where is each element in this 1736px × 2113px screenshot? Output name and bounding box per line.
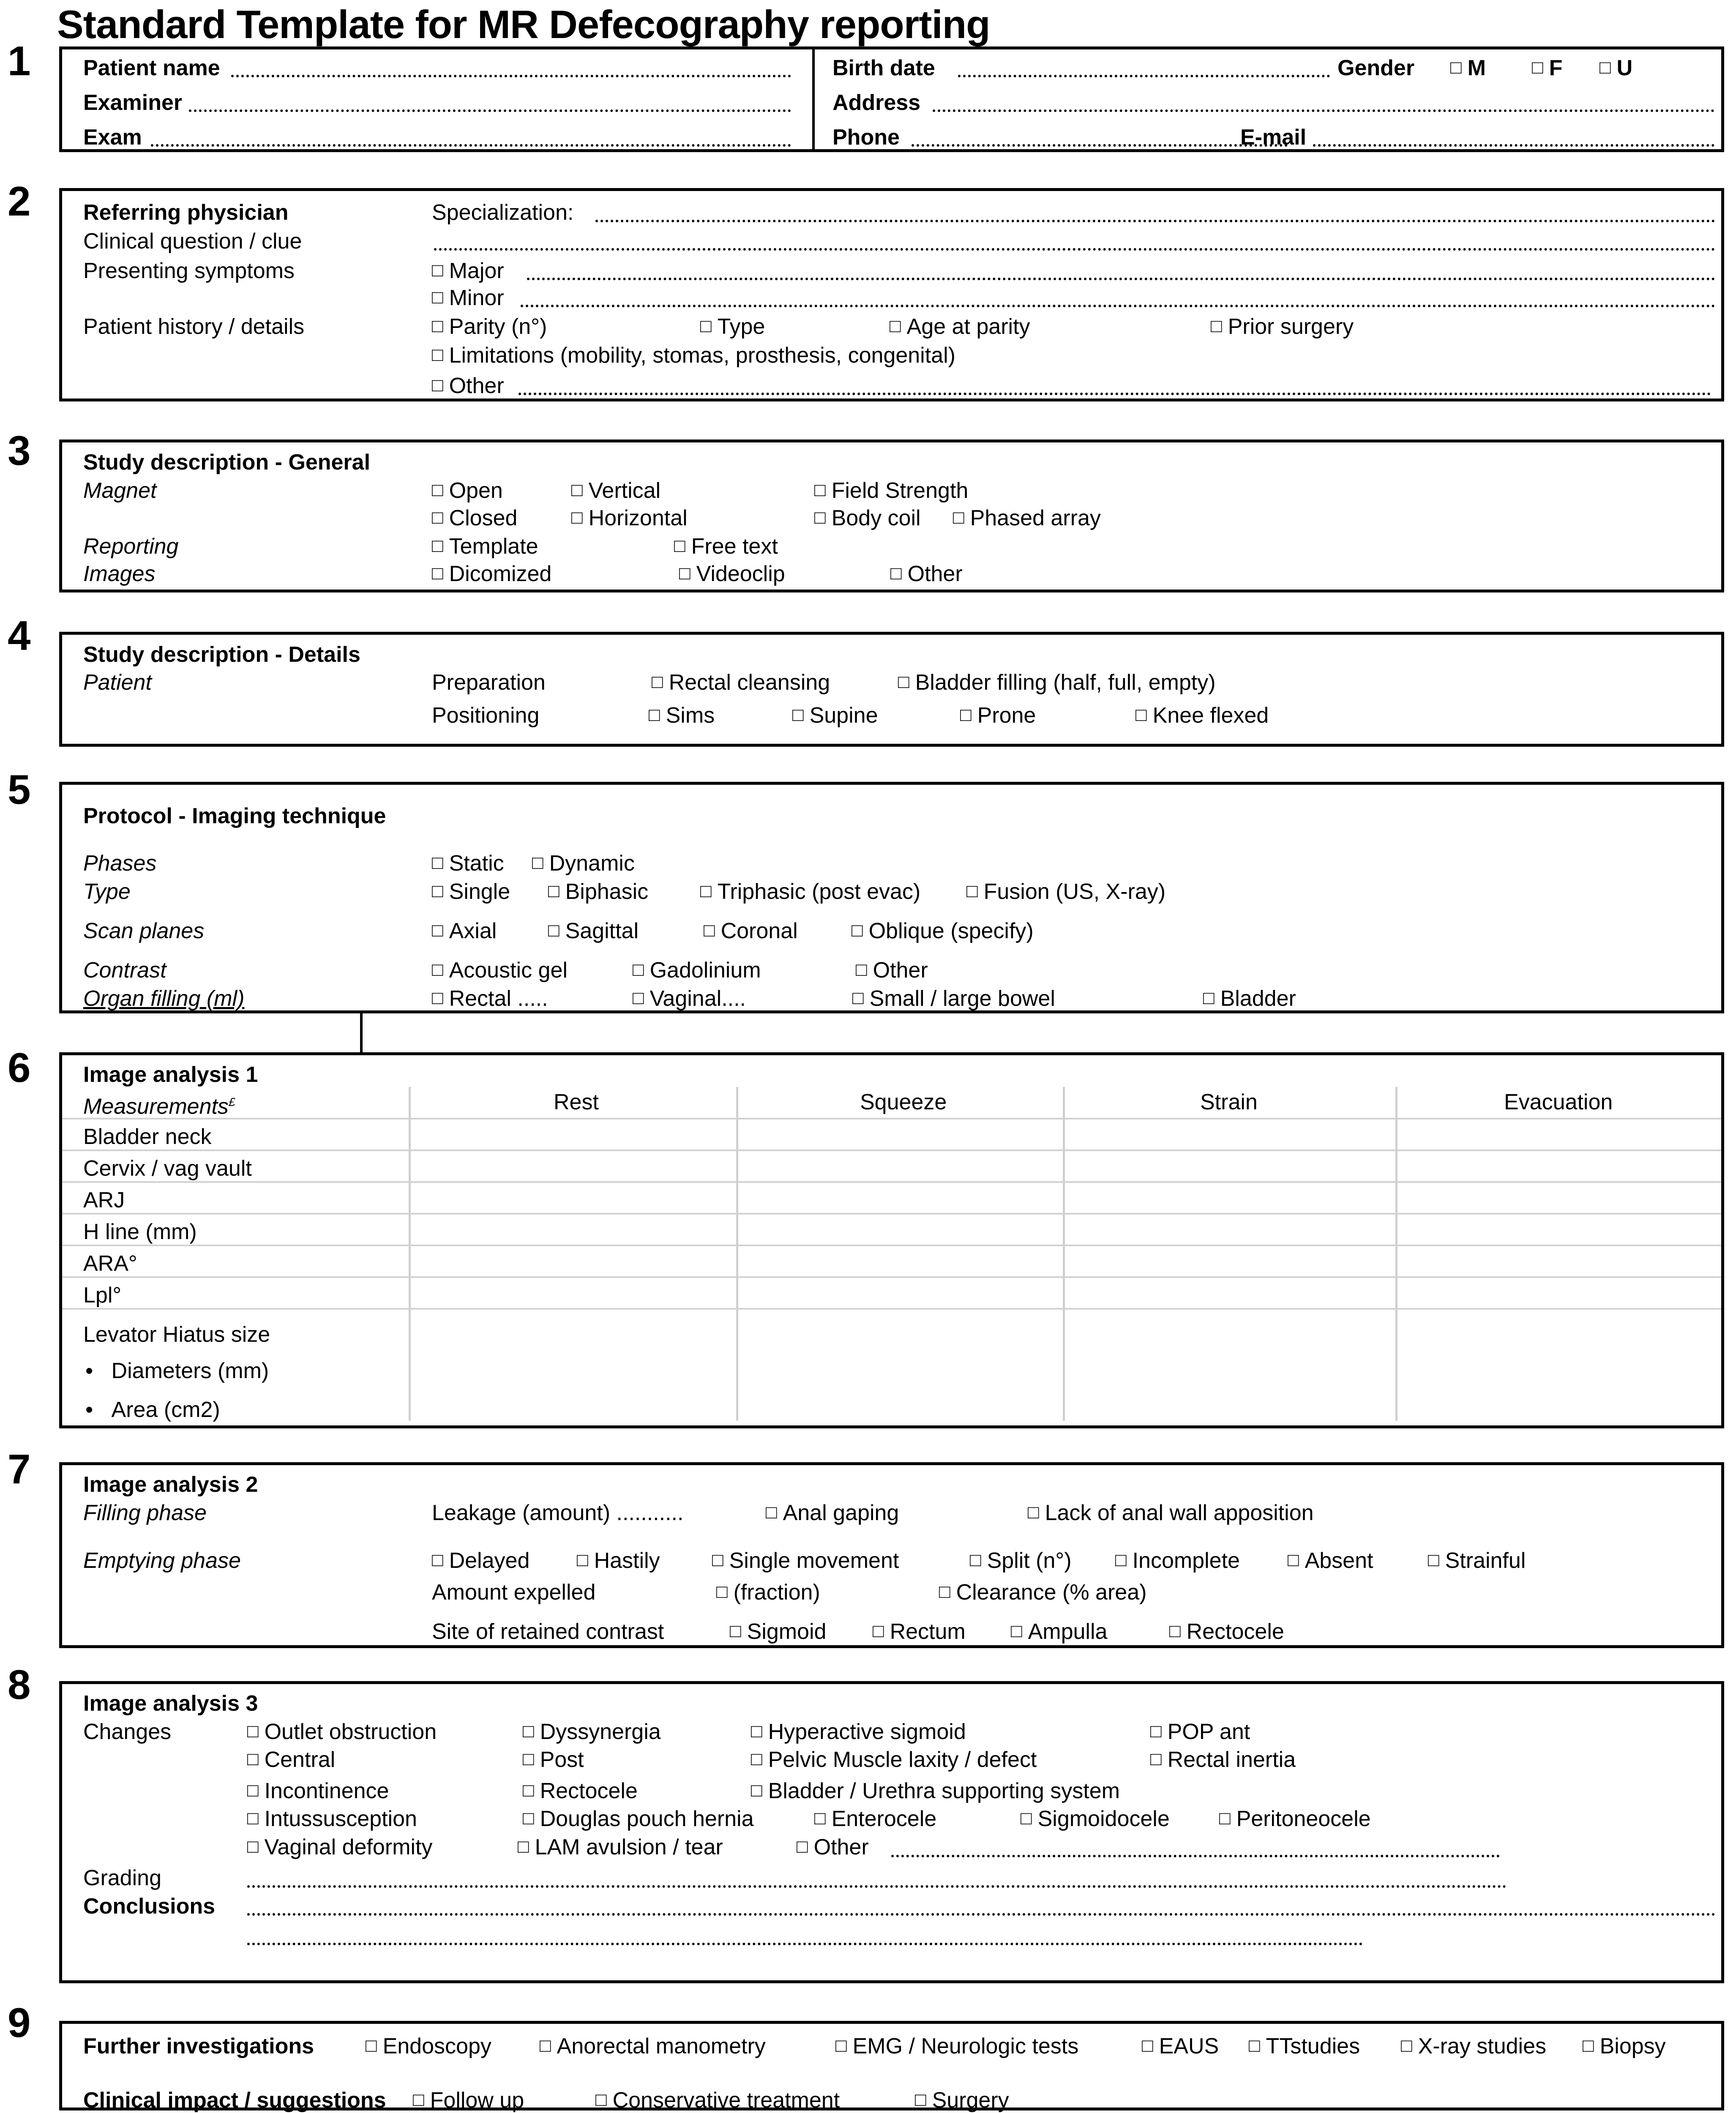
phone-label: Phone xyxy=(833,125,900,150)
col-divider-4 xyxy=(1395,1087,1398,1421)
leakage-label: Leakage (amount) ........... xyxy=(432,1501,684,1525)
prone-checkbox[interactable]: □ Prone xyxy=(960,702,1036,730)
magnet-label: Magnet xyxy=(83,478,157,503)
conclusions-label: Conclusions xyxy=(83,1894,216,1919)
ampulla-checkbox[interactable]: □ Ampulla xyxy=(1011,1619,1107,1646)
static-checkbox[interactable]: □ Static xyxy=(432,850,504,878)
section-number-3: 3 xyxy=(8,427,31,474)
free-text-checkbox[interactable]: □ Free text xyxy=(674,533,778,561)
further-investigations-label: Further investigations xyxy=(83,2034,314,2058)
eaus-checkbox[interactable]: □ EAUS xyxy=(1142,2033,1219,2061)
fusion-checkbox[interactable]: □ Fusion (US, X-ray) xyxy=(966,879,1166,906)
section-5-protocol xyxy=(59,782,1724,1013)
lack-apposition-checkbox[interactable]: □ Lack of anal wall apposition xyxy=(1028,1500,1314,1527)
supine-checkbox[interactable]: □ Supine xyxy=(792,702,878,730)
ttstudies-checkbox[interactable]: □ TTstudies xyxy=(1249,2033,1360,2061)
section-1-patient-info xyxy=(59,46,1724,152)
section-number-7: 7 xyxy=(8,1446,31,1492)
section-2-referral xyxy=(59,188,1724,401)
phased-array-checkbox[interactable]: □ Phased array xyxy=(953,505,1101,532)
biphasic-checkbox[interactable]: □ Biphasic xyxy=(548,879,648,906)
age-at-parity-checkbox[interactable]: □ Age at parity xyxy=(890,314,1030,341)
section-5-6-connector xyxy=(360,1011,363,1055)
rectal-checkbox[interactable]: □ Rectal ..... xyxy=(432,986,548,1013)
clinical-question-field[interactable] xyxy=(434,248,1715,251)
column-header-squeeze: Squeeze xyxy=(860,1090,947,1114)
type-label: Type xyxy=(83,879,131,904)
bullet-diameters: • Diameters (mm) xyxy=(85,1359,269,1383)
anorectal-manometry-checkbox[interactable]: □ Anorectal manometry xyxy=(540,2033,766,2061)
protocol-heading: Protocol - Imaging technique xyxy=(83,804,386,828)
col-divider-2 xyxy=(736,1087,738,1421)
preparation-label: Preparation xyxy=(432,670,546,695)
post-checkbox[interactable]: □ Post xyxy=(523,1747,584,1774)
single-checkbox[interactable]: □ Single xyxy=(432,879,510,906)
anal-gaping-checkbox[interactable]: □ Anal gaping xyxy=(766,1500,899,1527)
measurements-label: Measurements£ xyxy=(83,1094,235,1119)
changes-label: Changes xyxy=(83,1720,172,1744)
gender-m-checkbox[interactable]: □ M xyxy=(1450,55,1486,82)
major-checkbox[interactable]: □ Major xyxy=(432,258,504,285)
axial-checkbox[interactable]: □ Axial xyxy=(432,918,497,945)
knee-flexed-checkbox[interactable]: □ Knee flexed xyxy=(1135,702,1269,730)
enterocele-checkbox[interactable]: □ Enterocele xyxy=(814,1806,936,1833)
address-label: Address xyxy=(833,90,921,115)
row-divider xyxy=(62,1308,1721,1310)
page-title: Standard Template for MR Defecography reporting xyxy=(57,2,990,46)
grading-label: Grading xyxy=(83,1866,161,1890)
row-label-ara: ARA° xyxy=(83,1251,137,1276)
biopsy-checkbox[interactable]: □ Biopsy xyxy=(1583,2033,1666,2061)
delayed-checkbox[interactable]: □ Delayed xyxy=(432,1548,530,1575)
sigmoidocele-checkbox[interactable]: □ Sigmoidocele xyxy=(1021,1806,1170,1833)
address-field[interactable] xyxy=(933,109,1714,112)
pop-ant-checkbox[interactable]: □ POP ant xyxy=(1150,1719,1250,1746)
vaginal-deformity-checkbox[interactable]: □ Vaginal deformity xyxy=(247,1834,432,1862)
bladder-urethra-checkbox[interactable]: □ Bladder / Urethra supporting system xyxy=(751,1778,1120,1805)
positioning-label: Positioning xyxy=(432,703,540,728)
conclusions-field-2[interactable] xyxy=(247,1943,1363,1945)
dyssynergia-checkbox[interactable]: □ Dyssynergia xyxy=(523,1719,661,1746)
sims-checkbox[interactable]: □ Sims xyxy=(649,702,715,730)
amount-expelled-label: Amount expelled xyxy=(432,1580,596,1605)
emptying-phase-label: Emptying phase xyxy=(83,1548,241,1573)
parity-checkbox[interactable]: □ Parity (n°) xyxy=(432,314,547,341)
incomplete-checkbox[interactable]: □ Incomplete xyxy=(1115,1548,1240,1575)
emg-checkbox[interactable]: □ EMG / Neurologic tests xyxy=(835,2033,1078,2061)
body-coil-checkbox[interactable]: □ Body coil xyxy=(814,505,921,532)
template-checkbox[interactable]: □ Template xyxy=(432,533,538,561)
rectal-inertia-checkbox[interactable]: □ Rectal inertia xyxy=(1150,1747,1296,1774)
surgery-checkbox[interactable]: □ Surgery xyxy=(915,2087,1009,2113)
patient-name-field[interactable] xyxy=(231,75,791,77)
section-8-image-analysis-3 xyxy=(59,1681,1724,1983)
changes-other-field[interactable] xyxy=(891,1855,1500,1857)
single-movement-checkbox[interactable]: □ Single movement xyxy=(712,1548,899,1575)
section-number-8: 8 xyxy=(8,1661,31,1708)
peritoneocele-checkbox[interactable]: □ Peritoneocele xyxy=(1219,1806,1371,1833)
row-label-bladder-neck: Bladder neck xyxy=(83,1125,212,1149)
other-checkbox[interactable]: □ Other xyxy=(432,373,504,400)
section-number-9: 9 xyxy=(8,1999,31,2046)
patient-label: Patient xyxy=(83,670,152,695)
email-label: E-mail xyxy=(1240,125,1307,150)
xray-studies-checkbox[interactable]: □ X-ray studies xyxy=(1401,2033,1546,2061)
section-number-1: 1 xyxy=(8,38,31,84)
lam-avulsion-checkbox[interactable]: □ LAM avulsion / tear xyxy=(518,1834,723,1862)
row-label-arj: ARJ xyxy=(83,1188,125,1212)
contrast-other-checkbox[interactable]: □ Other xyxy=(856,957,928,985)
limitations-checkbox[interactable]: □ Limitations (mobility, stomas, prosthesis, congenital) xyxy=(432,342,955,370)
follow-up-checkbox[interactable]: □ Follow up xyxy=(413,2087,524,2113)
type-checkbox[interactable]: □ Type xyxy=(700,314,765,341)
exam-field[interactable] xyxy=(151,144,791,147)
gender-u-checkbox[interactable]: □ U xyxy=(1600,55,1632,82)
vaginal-checkbox[interactable]: □ Vaginal.... xyxy=(633,986,746,1013)
fraction-checkbox[interactable]: □ (fraction) xyxy=(716,1579,820,1607)
dicomized-checkbox[interactable]: □ Dicomized xyxy=(432,561,551,588)
row-label-cervix-vag-vault: Cervix / vag vault xyxy=(83,1156,252,1181)
bullet-area: • Area (cm2) xyxy=(85,1398,220,1422)
triphasic-checkbox[interactable]: □ Triphasic (post evac) xyxy=(700,879,920,906)
absent-checkbox[interactable]: □ Absent xyxy=(1288,1548,1373,1575)
changes-other-checkbox[interactable]: □ Other xyxy=(797,1834,869,1862)
videoclip-checkbox[interactable]: □ Videoclip xyxy=(679,561,785,588)
section-number-2: 2 xyxy=(8,178,31,224)
sigmoid-checkbox[interactable]: □ Sigmoid xyxy=(730,1619,826,1646)
images-other-checkbox[interactable]: □ Other xyxy=(890,561,963,588)
clinical-impact-label: Clinical impact / suggestions xyxy=(83,2088,386,2113)
column-header-evacuation: Evacuation xyxy=(1504,1090,1613,1114)
specialization-label: Specialization: xyxy=(432,200,574,225)
email-field[interactable] xyxy=(1313,144,1714,147)
row-divider xyxy=(62,1149,1721,1151)
bladder-filling-checkbox[interactable]: □ Bladder filling (half, full, empty) xyxy=(898,669,1216,697)
clinical-question-label: Clinical question / clue xyxy=(83,229,302,254)
specialization-field[interactable] xyxy=(595,220,1715,222)
clearance-checkbox[interactable]: □ Clearance (% area) xyxy=(939,1579,1146,1607)
presenting-symptoms-label: Presenting symptoms xyxy=(83,259,295,283)
row-label-lpl: Lpl° xyxy=(83,1283,122,1308)
section-number-5: 5 xyxy=(8,766,31,813)
rectum-checkbox[interactable]: □ Rectum xyxy=(873,1619,966,1646)
rectocele-checkbox[interactable]: □ Rectocele xyxy=(523,1778,638,1805)
column-header-strain: Strain xyxy=(1200,1090,1258,1114)
birth-date-label: Birth date xyxy=(833,56,935,80)
rectal-cleansing-checkbox[interactable]: □ Rectal cleansing xyxy=(652,669,830,697)
conservative-treatment-checkbox[interactable]: □ Conservative treatment xyxy=(595,2087,840,2113)
major-field[interactable] xyxy=(527,278,1715,280)
acoustic-gel-checkbox[interactable]: □ Acoustic gel xyxy=(432,957,568,985)
col-divider-1 xyxy=(409,1087,411,1421)
section-9-further-investigations xyxy=(59,2021,1724,2113)
section-number-4: 4 xyxy=(8,612,31,659)
intussusception-checkbox[interactable]: □ Intussusception xyxy=(247,1806,417,1833)
incontinence-checkbox[interactable]: □ Incontinence xyxy=(247,1778,389,1805)
row-divider xyxy=(62,1118,1721,1119)
image-analysis-3-heading: Image analysis 3 xyxy=(83,1691,258,1716)
row-divider xyxy=(62,1276,1721,1278)
column-header-rest: Rest xyxy=(554,1090,599,1114)
patient-name-label: Patient name xyxy=(83,56,220,80)
image-analysis-1-heading: Image analysis 1 xyxy=(83,1062,258,1087)
section-6-image-analysis-1 xyxy=(59,1052,1724,1428)
rectocele-retained-checkbox[interactable]: □ Rectocele xyxy=(1169,1619,1284,1646)
gender-f-checkbox[interactable]: □ F xyxy=(1532,55,1562,82)
filling-phase-label: Filling phase xyxy=(83,1501,207,1525)
row-divider xyxy=(62,1245,1721,1246)
gadolinium-checkbox[interactable]: □ Gadolinium xyxy=(633,957,761,985)
contrast-label: Contrast xyxy=(83,958,167,983)
birth-date-field[interactable] xyxy=(958,75,1330,77)
prior-surgery-checkbox[interactable]: □ Prior surgery xyxy=(1211,314,1354,341)
site-retained-contrast-label: Site of retained contrast xyxy=(432,1619,664,1644)
section-7-image-analysis-2 xyxy=(59,1462,1724,1648)
outlet-obstruction-checkbox[interactable]: □ Outlet obstruction xyxy=(247,1719,437,1746)
sagittal-checkbox[interactable]: □ Sagittal xyxy=(548,918,639,945)
row-divider xyxy=(62,1181,1721,1183)
col-divider-3 xyxy=(1063,1087,1065,1421)
endoscopy-checkbox[interactable]: □ Endoscopy xyxy=(366,2033,491,2061)
pelvic-laxity-checkbox[interactable]: □ Pelvic Muscle laxity / defect xyxy=(751,1747,1037,1774)
minor-checkbox[interactable]: □ Minor xyxy=(432,285,504,312)
closed-checkbox[interactable]: □ Closed xyxy=(432,505,517,532)
organ-filling-label: Organ filling (ml) xyxy=(83,986,245,1011)
open-checkbox[interactable]: □ Open xyxy=(432,478,503,505)
row-divider xyxy=(62,1213,1721,1215)
image-analysis-2-heading: Image analysis 2 xyxy=(83,1472,258,1497)
central-checkbox[interactable]: □ Central xyxy=(247,1747,335,1774)
other-field[interactable] xyxy=(519,393,1711,395)
bladder-checkbox[interactable]: □ Bladder xyxy=(1203,986,1296,1013)
phone-field[interactable] xyxy=(912,144,1288,147)
examiner-field[interactable] xyxy=(189,109,791,112)
exam-label: Exam xyxy=(83,125,142,150)
vertical-checkbox[interactable]: □ Vertical xyxy=(571,478,661,505)
field-strength-checkbox[interactable]: □ Field Strength xyxy=(814,478,968,505)
hastily-checkbox[interactable]: □ Hastily xyxy=(577,1548,660,1575)
conclusions-field-1[interactable] xyxy=(247,1913,1716,1916)
small-large-bowel-checkbox[interactable]: □ Small / large bowel xyxy=(852,986,1055,1013)
douglas-pouch-checkbox[interactable]: □ Douglas pouch hernia xyxy=(523,1806,754,1833)
hyperactive-sigmoid-checkbox[interactable]: □ Hyperactive sigmoid xyxy=(751,1719,966,1746)
section-4-study-details xyxy=(59,632,1724,747)
dynamic-checkbox[interactable]: □ Dynamic xyxy=(532,850,635,878)
coronal-checkbox[interactable]: □ Coronal xyxy=(704,918,798,945)
scan-planes-label: Scan planes xyxy=(83,919,205,943)
section-3-study-general xyxy=(59,440,1724,592)
study-general-heading: Study description - General xyxy=(83,450,371,475)
minor-field[interactable] xyxy=(521,305,1715,307)
reporting-label: Reporting xyxy=(83,534,179,559)
row-label-levator-hiatus: Levator Hiatus size xyxy=(83,1322,270,1347)
split-checkbox[interactable]: □ Split (n°) xyxy=(970,1548,1072,1575)
horizontal-checkbox[interactable]: □ Horizontal xyxy=(571,505,688,532)
section-number-6: 6 xyxy=(8,1044,31,1091)
oblique-checkbox[interactable]: □ Oblique (specify) xyxy=(852,918,1034,945)
row-label-h-line: H line (mm) xyxy=(83,1220,197,1244)
strainful-checkbox[interactable]: □ Strainful xyxy=(1428,1548,1526,1575)
grading-field[interactable] xyxy=(247,1885,1507,1888)
images-label: Images xyxy=(83,562,156,586)
section-1-divider xyxy=(812,49,815,149)
examiner-label: Examiner xyxy=(83,90,183,115)
gender-label: Gender xyxy=(1337,56,1415,80)
study-details-heading: Study description - Details xyxy=(83,642,360,667)
patient-history-label: Patient history / details xyxy=(83,314,305,339)
referring-physician-label: Referring physician xyxy=(83,200,289,225)
phases-label: Phases xyxy=(83,851,157,876)
